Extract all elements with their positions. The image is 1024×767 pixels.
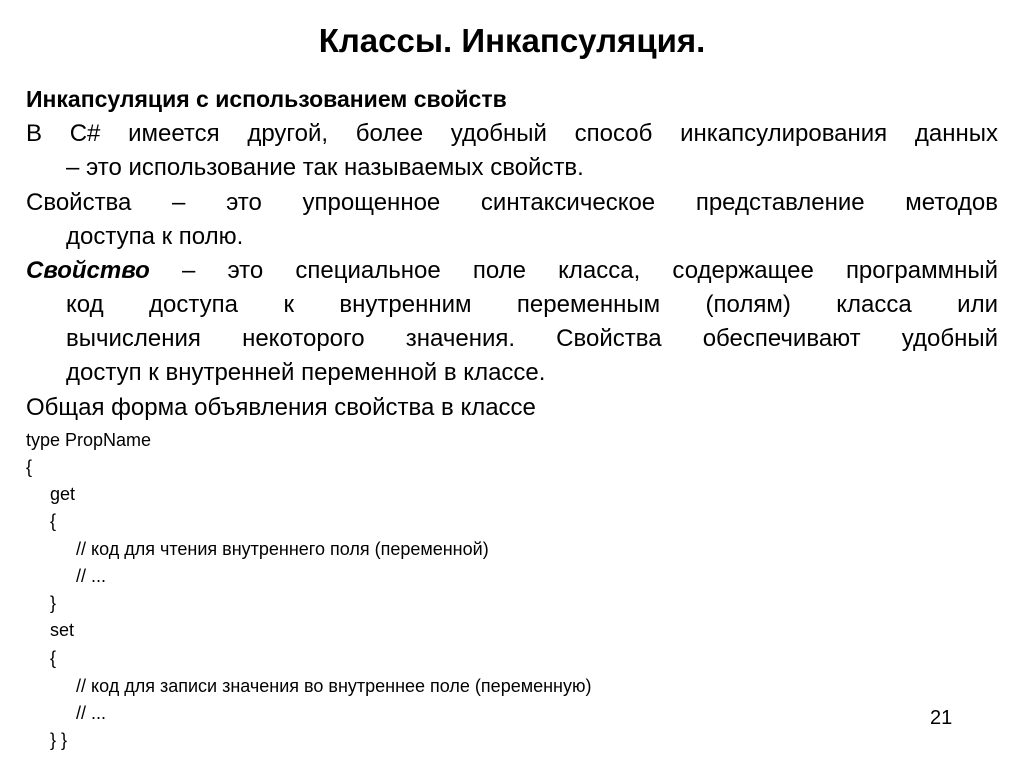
code-line: { [50, 648, 57, 668]
paragraph-line [26, 257, 998, 285]
paragraph-line: Общая форма объявления свойства в классе [26, 394, 536, 421]
code-line: { [26, 457, 33, 477]
paragraph-line: Свойства – это упрощенное синтаксическое представление методов [26, 189, 998, 216]
paragraph-line: – это использование так называемых свойств. [66, 154, 584, 181]
term-property: Свойство [26, 257, 150, 284]
paragraph-line: доступа к полю. [66, 223, 244, 250]
code-line: // код для чтения внутреннего поля (переменной) [76, 539, 489, 559]
code-line: // ... [76, 703, 107, 723]
code-line: } [50, 593, 57, 613]
page-number: 21 [930, 707, 953, 729]
code-line: // ... [76, 566, 107, 586]
section-heading: Инкапсуляция с использованием свойств [26, 86, 507, 112]
code-line: { [50, 511, 57, 531]
code-line: set [50, 620, 75, 640]
slide-title: Классы. Инкапсуляция. [318, 22, 706, 59]
code-line: } } [50, 730, 68, 750]
paragraph-line: вычисления некоторого значения. Свойства обеспечивают удобный [66, 325, 998, 352]
paragraph-line: В C# имеется другой, более удобный способ инкапсулирования данных [26, 120, 998, 147]
definition-text: – это специальное поле класса, содержащее программный [149, 257, 998, 284]
code-line: get [50, 484, 76, 504]
code-line: type PropName [26, 430, 152, 450]
paragraph-line: код доступа к внутренним переменным (полям) класса или [66, 291, 998, 318]
code-line: // код для записи значения во внутреннее поле (переменную) [76, 676, 592, 696]
paragraph-line: доступ к внутренней переменной в классе. [66, 359, 546, 386]
